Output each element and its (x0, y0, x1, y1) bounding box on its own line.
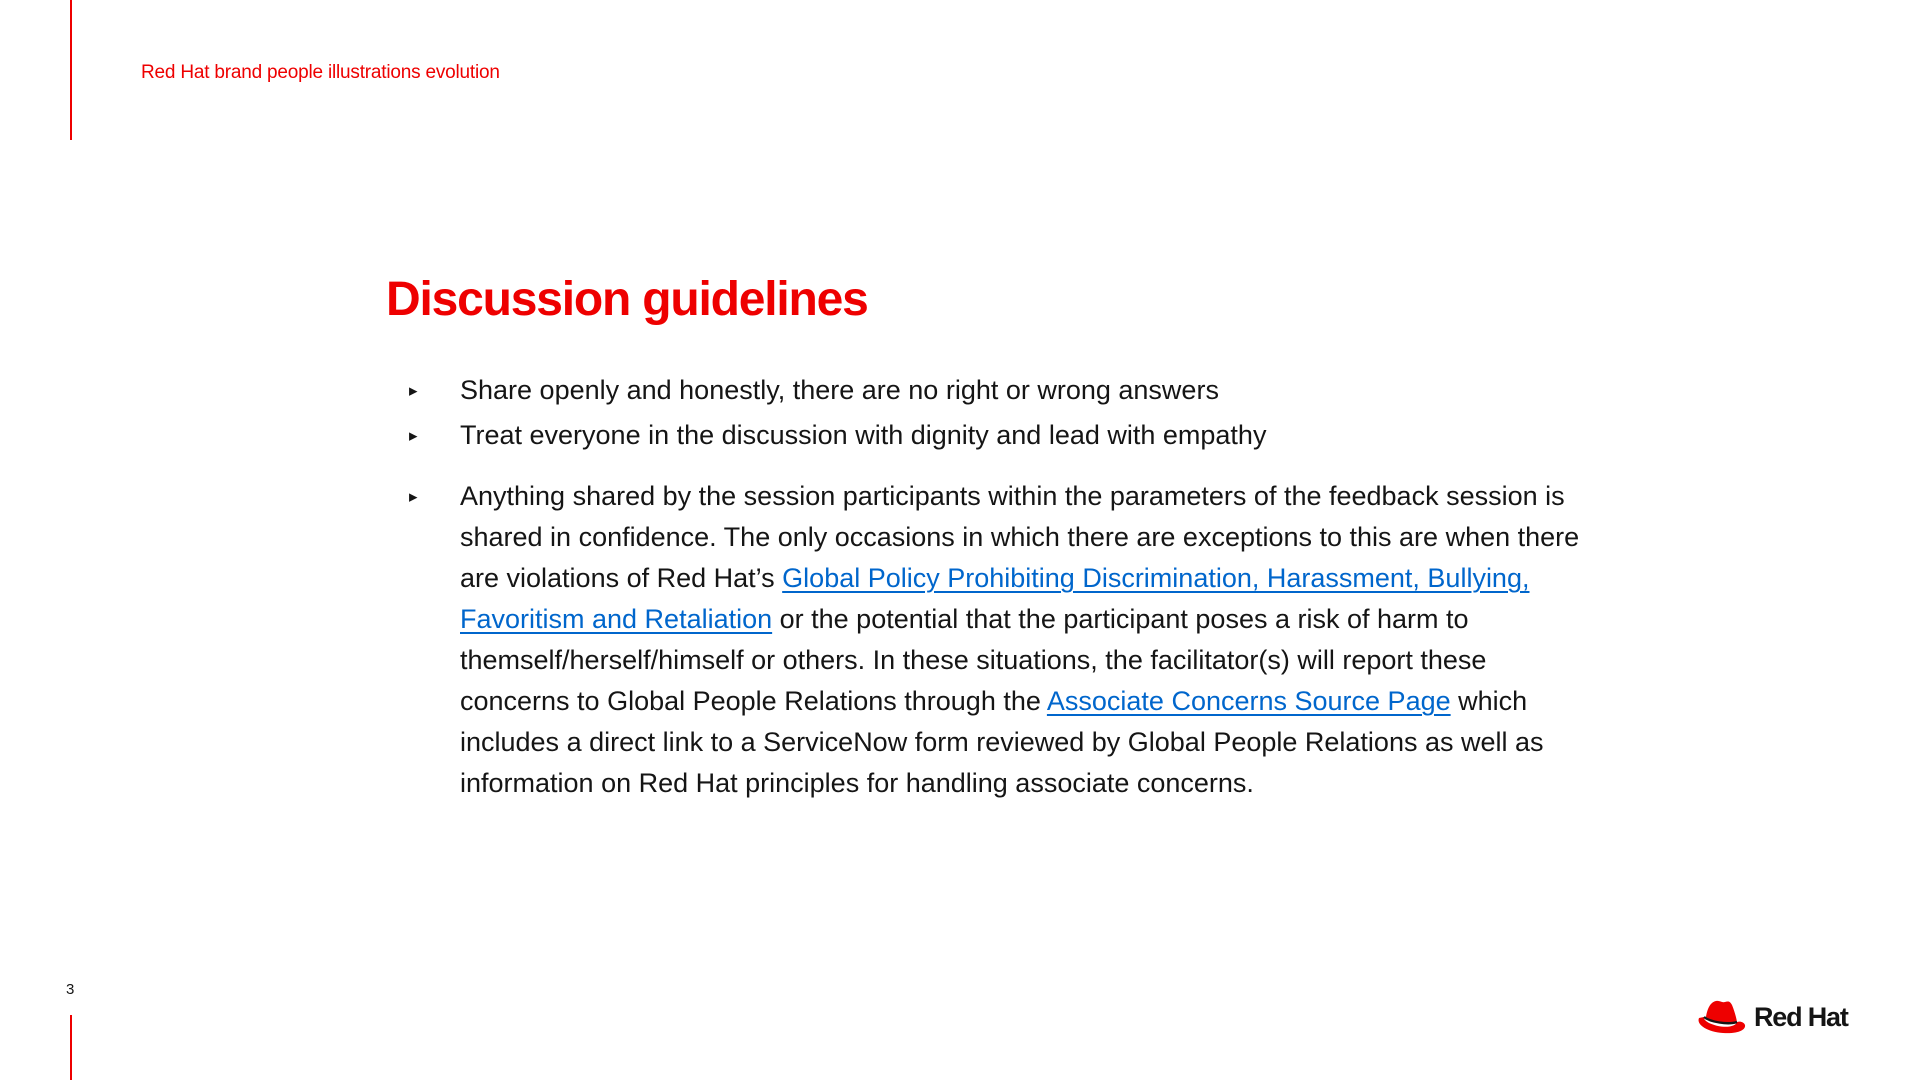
red-hat-fedora-icon (1696, 998, 1748, 1036)
bullet-arrow-icon: ▸ (409, 487, 418, 506)
associate-concerns-link[interactable]: Associate Concerns Source Page (1046, 686, 1451, 716)
list-item-text: Anything shared by the session participants within the parameters of the feedback session is shared in confidence. The only occasions in which there are exceptions to this are when there are violations of Red Hat’s (460, 481, 1580, 593)
policy-link[interactable]: Global Policy Prohibiting Discrimination, Harassment, Bullying, Favoritism and Retaliation (460, 563, 1530, 634)
page-number: 3 (66, 981, 75, 998)
list-item (406, 370, 1586, 411)
list-item (406, 415, 1586, 456)
list-item-text: Treat everyone in the discussion with dignity and lead with empathy (460, 420, 1267, 450)
accent-line-bottom (70, 1015, 72, 1080)
list-item (406, 476, 1586, 804)
list-item-text: or the potential that the participant poses a risk of harm to themself/herself/himself or others. In these situations, the facilitator(s) will report these concerns to Global People Relations through the (460, 604, 1487, 716)
list-item-text: which includes a direct link to a ServiceNow form reviewed by Global People Relations as well as information on Red Hat principles for handling associate concerns. (460, 686, 1544, 798)
accent-line-top (70, 0, 72, 140)
guidelines-list (406, 370, 1586, 804)
header-label: Red Hat brand people illustrations evolution (141, 62, 500, 83)
bullet-arrow-icon: ▸ (409, 381, 418, 400)
bullet-arrow-icon: ▸ (409, 426, 418, 445)
red-hat-logo (1696, 998, 1848, 1036)
slide-title: Discussion guidelines (386, 273, 868, 326)
list-item-text: Share openly and honestly, there are no right or wrong answers (460, 375, 1219, 405)
logo-wordmark: Red Hat (1754, 1001, 1848, 1032)
